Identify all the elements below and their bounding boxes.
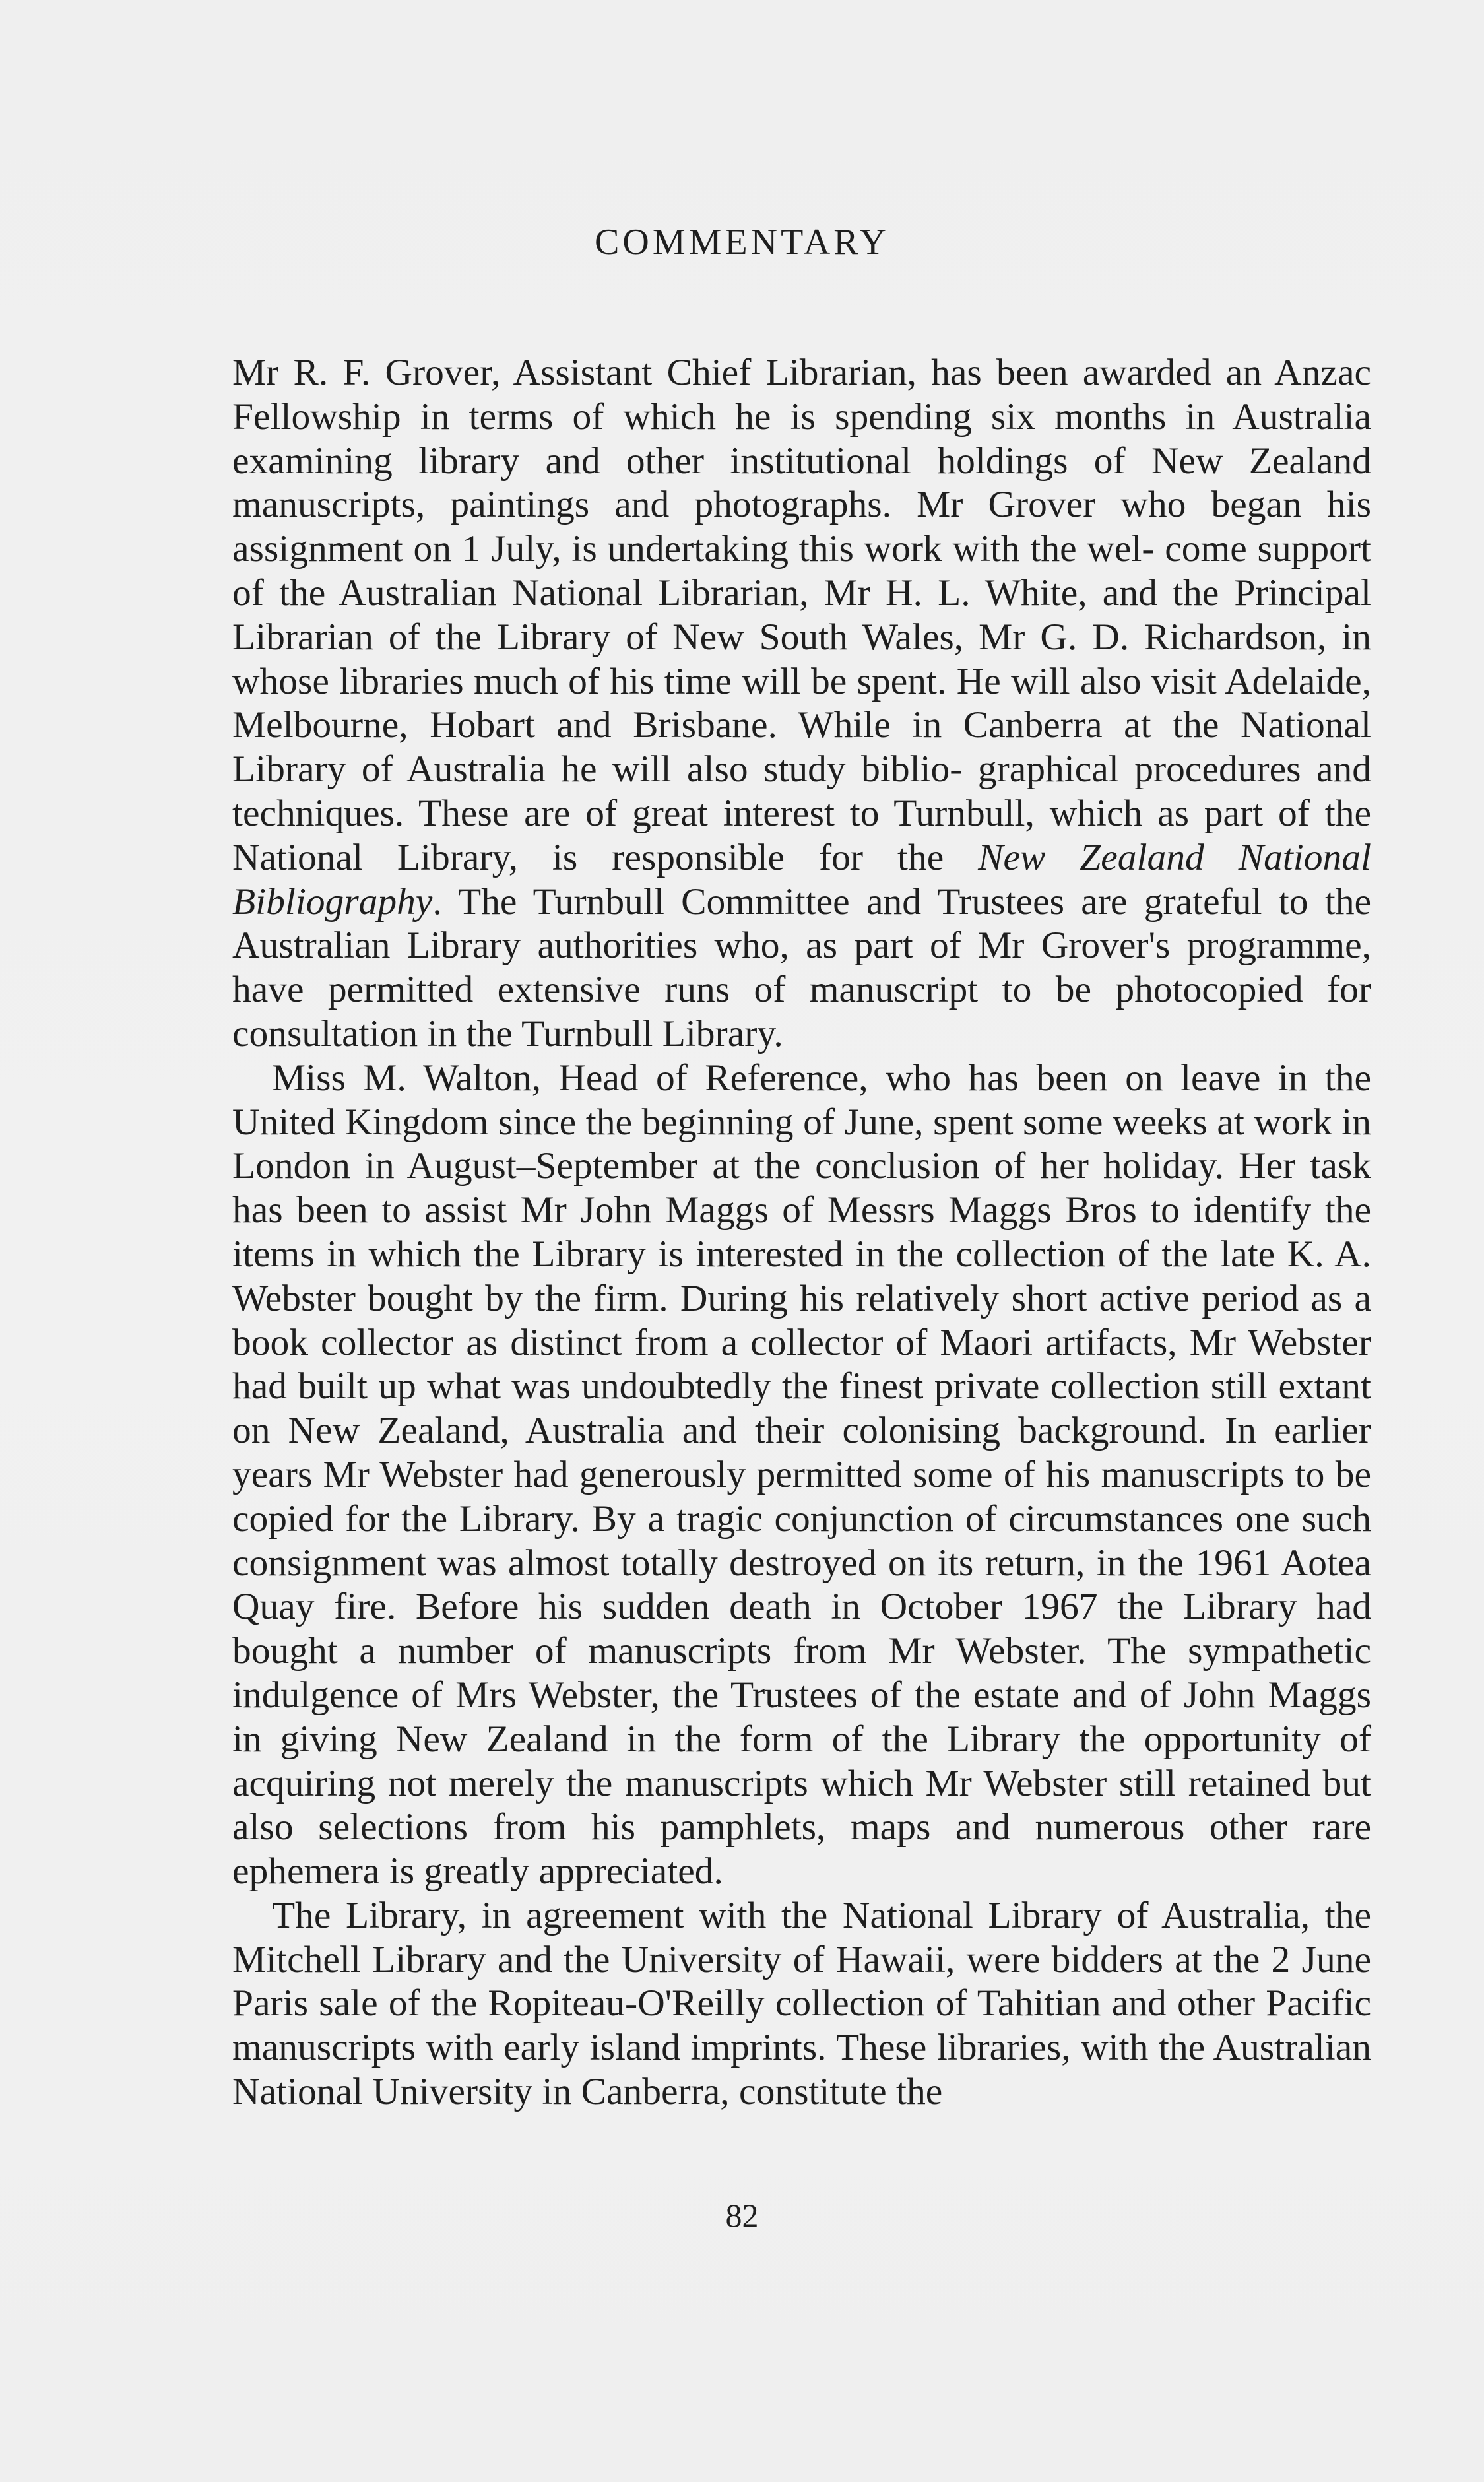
paragraph-grover <box>232 351 1371 1057</box>
body-text <box>232 351 1371 2114</box>
paragraph-library-sale: The Library, in agreement with the National Library of Australia, the Mitchell Library and the University of Hawaii, were bidders at the 2 June Paris sale of the Ropiteau-O'Reilly collection of Tahitian and other Pacific manuscripts with early island imprints. These libraries, with the Australian National University in Canberra, constitute the <box>232 1894 1371 2113</box>
publication-title: New Zealand National Bibliography <box>232 836 1371 923</box>
page-number: 82 <box>725 2197 759 2234</box>
page-heading: COMMENTARY <box>595 222 889 263</box>
paragraph-walton: Miss M. Walton, Head of Reference, who has been on leave in the United Kingdom since the beginning of June, spent some weeks at work in London in August–September at the conclusion of her holiday. Her task has been to assist Mr John Maggs of Messrs Maggs Bros to identify the items in which the Library is interested in the collection of the late K. A. Webster bought by the firm. During his relatively short active period as a book collector as distinct from a collector of Maori artifacts, Mr Webster had built up what was undoubtedly the finest private collection still extant on New Zealand, Australia and their colonising background. In earlier years Mr Webster had generously permitted some of his manuscripts to be copied for the Library. By a tragic conjunction of circumstances one such consignment was almost totally destroyed on its return, in the 1961 Aotea Quay fire. Before his sudden death in October 1967 the Library had bought a number of manuscripts from Mr Webster. The sympathetic indulgence of Mrs Webster, the Trustees of the estate and of John Maggs in giving New Zealand in the form of the Library the opportunity of acquiring not merely the manuscripts which Mr Webster still retained but also selections from his pamphlets, maps and numerous other rare ephemera is greatly appreciated. <box>232 1057 1371 1893</box>
paragraph-grover-part-2: . The Turnbull Committee and Trustees are grateful to the Australian Library authorities who, as part of Mr Grover's programme, have permitted extensive runs of manuscript to be photocopied for consultation in the Turnbull Library. <box>232 880 1371 1055</box>
paragraph-grover-part-1: Mr R. F. Grover, Assistant Chief Librarian, has been awarded an Anzac Fellowship in terms of which he is spending six months in Australia examining library and other institutional holdings of New Zealand manuscripts, paintings and photographs. Mr Grover who began his assignment on 1 July, is undertaking this work with the wel- come support of the Australian National Librarian, Mr H. L. White, and the Principal Librarian of the Library of New South Wales, Mr G. D. Richardson, in whose libraries much of his time will be spent. He will also visit Adelaide, Melbourne, Hobart and Brisbane. While in Canberra at the National Library of Australia he will also study biblio- graphical procedures and techniques. These are of great interest to Turnbull, which as part of the National Library, is responsible for the <box>232 352 1371 878</box>
